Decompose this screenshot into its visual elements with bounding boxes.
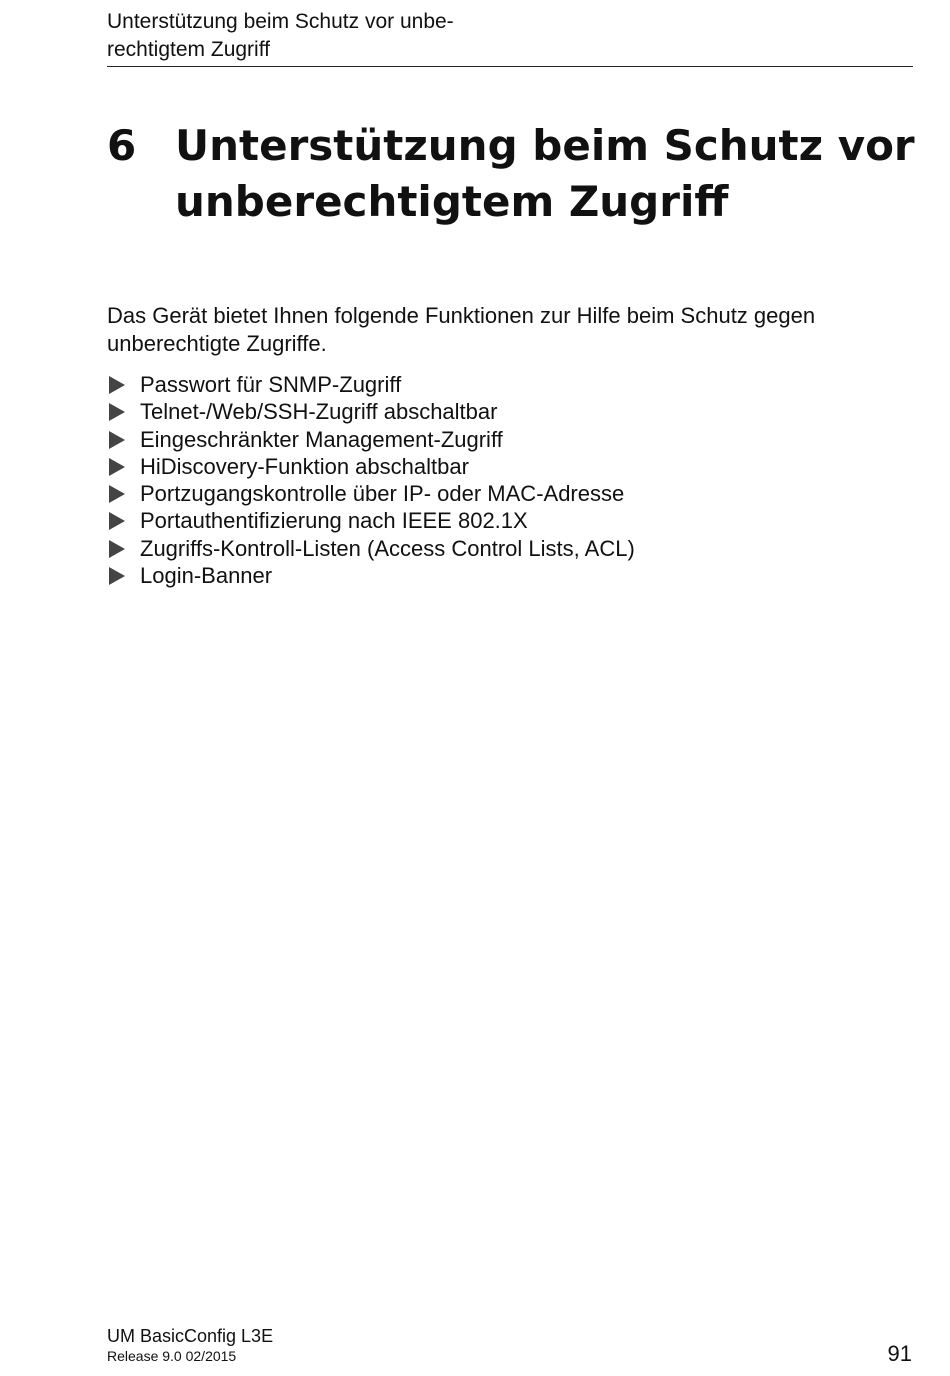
header-divider: [107, 66, 913, 67]
list-item: [107, 371, 913, 398]
chapter-number: 6: [107, 121, 137, 170]
list-item: [107, 453, 913, 480]
chapter-title: [175, 118, 915, 230]
triangle-right-icon: [109, 512, 125, 530]
chapter-title-line-1: Unterstützung beim Schutz vor: [175, 121, 915, 170]
triangle-right-icon: [109, 458, 125, 476]
list-item-text: Portzugangskontrolle über IP- oder MAC-Adresse: [140, 481, 625, 507]
page-number: 91: [887, 1341, 912, 1366]
list-item-text: HiDiscovery-Funktion abschaltbar: [140, 453, 469, 479]
triangle-right-icon: [109, 485, 125, 503]
intro-line-1: Das Gerät bietet Ihnen folgende Funktionen zur Hilfe beim Schutz gegen: [107, 303, 816, 328]
triangle-right-icon: [109, 403, 125, 421]
triangle-right-icon: [109, 376, 125, 394]
chapter-title-line-2: unberechtigtem Zugriff: [175, 177, 729, 226]
list-item-text: Portauthentifizierung nach IEEE 802.1X: [140, 508, 528, 534]
list-item: [107, 562, 913, 589]
running-header-line-1: Unterstützung beim Schutz vor unbe-: [107, 10, 454, 33]
feature-list: [107, 371, 913, 589]
triangle-right-icon: [109, 567, 125, 585]
triangle-right-icon: [109, 431, 125, 449]
footer-release: Release 9.0 02/2015: [107, 1348, 237, 1364]
list-item: [107, 535, 913, 562]
footer-document-name: UM BasicConfig L3E: [107, 1326, 274, 1346]
list-item: [107, 480, 913, 507]
list-item-text: Passwort für SNMP-Zugriff: [140, 372, 402, 397]
list-item: [107, 426, 913, 453]
list-item-text: Zugriffs-Kontroll-Listen (Access Control Lists, ACL): [140, 535, 635, 561]
list-item-text: Login-Banner: [140, 563, 273, 589]
list-item-text: Telnet-/Web/SSH-Zugriff abschaltbar: [140, 399, 498, 425]
triangle-right-icon: [109, 540, 125, 558]
footer-document-info: [107, 1325, 273, 1365]
intro-paragraph: [107, 302, 913, 358]
running-header-line-2: rechtigtem Zugriff: [107, 38, 271, 61]
list-item-text: Eingeschränkter Management-Zugriff: [140, 426, 503, 452]
list-item: [107, 507, 913, 534]
running-header: [107, 8, 913, 64]
list-item: [107, 398, 913, 425]
intro-line-2: unberechtigte Zugriffe.: [107, 331, 327, 356]
